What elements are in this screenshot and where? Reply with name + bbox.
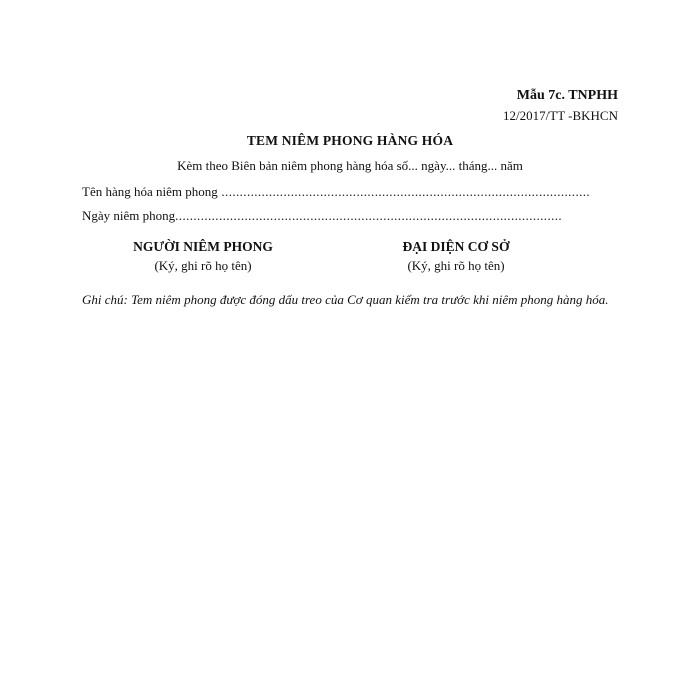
attached-reference: Kèm theo Biên bản niêm phong hàng hóa số... ngày... tháng... năm [177, 158, 523, 173]
sealer-instruction: (Ký, ghi rõ họ tên) [154, 258, 252, 273]
circular-reference: 12/2017/TT -BKHCN [503, 108, 618, 123]
goods-name-blank: ..................................................................................................... [217, 184, 591, 199]
goods-name-field [82, 184, 590, 200]
document-title: TEM NIÊM PHONG HÀNG HÓA [246, 133, 454, 148]
seal-date-label: Ngày niêm phong [82, 208, 176, 223]
facility-rep-title: ĐẠI DIỆN CƠ SỞ [402, 239, 510, 254]
facility-rep-signature-block [356, 239, 556, 274]
seal-date-field [82, 208, 562, 224]
goods-name-label: Tên hàng hóa niêm phong [82, 184, 218, 199]
facility-rep-instruction: (Ký, ghi rõ họ tên) [407, 258, 505, 273]
sealer-title: NGƯỜI NIÊM PHONG [133, 239, 273, 254]
seal-date-blank: .......................................................................................................... [175, 208, 563, 223]
sealer-signature-block [103, 239, 303, 274]
note: Ghi chú: Tem niêm phong được đóng dấu treo của Cơ quan kiểm tra trước khi niêm phong hàng hóa. [82, 292, 609, 307]
form-code: Mẫu 7c. TNPHH [516, 88, 618, 103]
